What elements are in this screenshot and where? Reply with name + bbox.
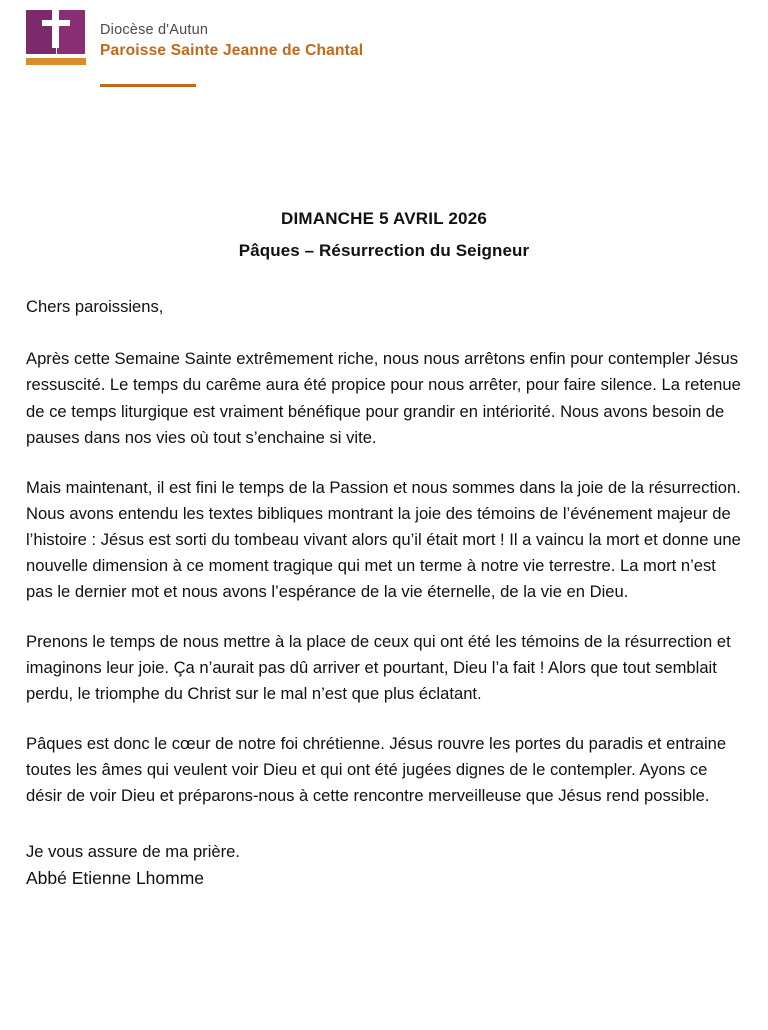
letterhead [26, 8, 366, 96]
closing-line: Je vous assure de ma prière. [26, 842, 240, 862]
closing-block [26, 839, 742, 893]
paragraph: Après cette Semaine Sainte extrêmement riche, nous nous arrêtons enfin pour contempler Jésus ressuscité. Le temps du carême aura été propice pour nous arrêter, pour faire silence. La retenue de ce temps liturgique est vraiment bénéfique pour grandir en intériorité. Nous avons besoin de pauses dans nos vies où tout s’enchaine si vite. [26, 349, 741, 447]
letterhead-text [100, 22, 400, 60]
signature: Abbé Etienne Lhomme [26, 868, 205, 889]
diocese-name: Diocèse d'Autun [100, 22, 209, 38]
letterhead-rule [100, 84, 196, 87]
document-body [26, 206, 742, 893]
paragraph: Mais maintenant, il est fini le temps de la Passion et nous sommes dans la joie de la résurrection. Nous avons entendu les textes bibliques montrant la joie des témoins de l’événement majeur de l’histoire : Jésus est sorti du tombeau vivant alors qu’il était mort ! Il a vaincu la mort et donne une nouvelle dimension à ce moment tragique qui met un terme à notre vie terrestre. La mort n’est pas le dernier mot et nous avons l’espérance de la vie éternelle, de la vie en Dieu. [26, 477, 741, 601]
logo-cross-horizontal [42, 20, 70, 26]
logo-square-right [57, 10, 85, 54]
document-title-block [26, 206, 742, 264]
cross-logo-icon [26, 8, 88, 80]
paragraph: Prenons le temps de nous mettre à la place de ceux qui ont été les témoins de la résurrection et imaginons leur joie. Ça n’aurait pas dû arriver et pourtant, Dieu l’a fait ! Alors que tout semblait perdu, le triomphe du Christ sur le mal n’est que plus éclatant. [26, 631, 731, 703]
logo-accent-bar [26, 58, 86, 65]
document-date-title: DIMANCHE 5 AVRIL 2026 [280, 209, 488, 228]
parish-name: Paroisse Sainte Jeanne de Chantal [100, 42, 364, 59]
logo-cross-vertical [52, 8, 59, 48]
salutation: Chers paroissiens, [26, 297, 164, 317]
paragraph: Pâques est donc le cœur de notre foi chrétienne. Jésus rouvre les portes du paradis et entraine toutes les âmes qui veulent voir Dieu et qui ont été jugées dignes de le contempler. Ayons ce désir de voir Dieu et préparons-nous à cette rencontre merveilleuse que Jésus rend possible. [26, 733, 727, 806]
document-subtitle: Pâques – Résurrection du Seigneur [238, 240, 530, 260]
